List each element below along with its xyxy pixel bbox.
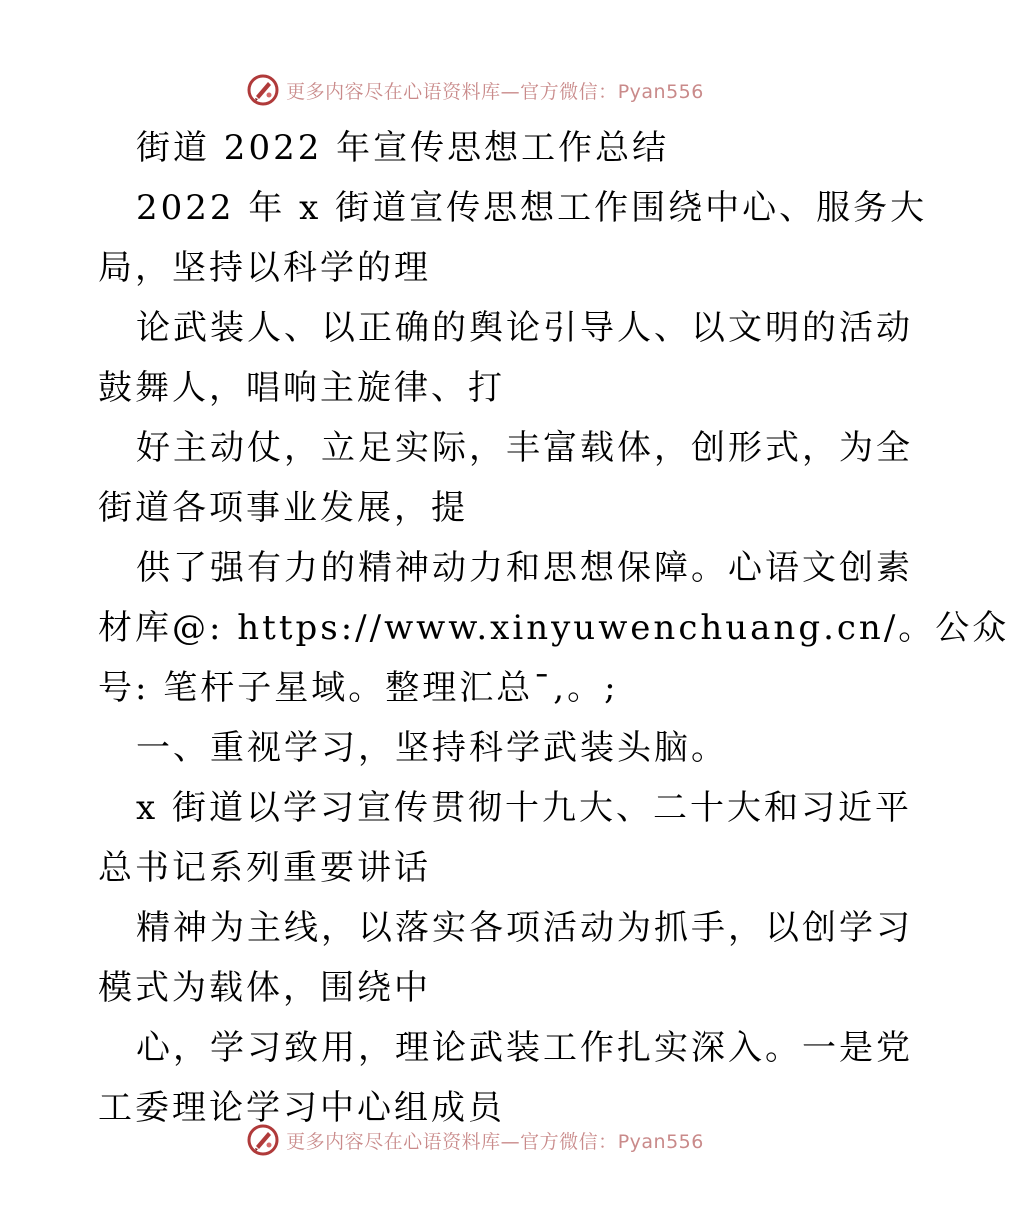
document-body	[98, 118, 1009, 1138]
document-line: x 街道以学习宣传贯彻十九大、二十大和习近平	[136, 788, 912, 828]
watermark-dash: —	[500, 80, 521, 103]
watermark-wechat-id: Pyan556	[617, 80, 704, 103]
watermark-wechat-id: Pyan556	[617, 1130, 704, 1153]
document-line: 供了强有力的精神动力和思想保障。心语文创素	[136, 548, 913, 588]
document-line: 论武装人、以正确的舆论引导人、以文明的活动	[136, 308, 913, 348]
document-line: 心，学习致用，理论武装工作扎实深入。一是党	[136, 1028, 913, 1068]
document-line: 模式为载体，围绕中	[98, 968, 431, 1008]
document-line: 工委理论学习中心组成员	[98, 1088, 505, 1128]
document-line: 好主动仗，立足实际，丰富载体，创形式，为全	[136, 428, 913, 468]
watermark-main-text: 更多内容尽在心语资料库	[286, 80, 501, 103]
document-line: 材库@: https://www.xinyuwenchuang.cn/。公众	[98, 608, 1009, 648]
watermark-label: 官方微信：	[520, 80, 618, 103]
document-line: 局，坚持以科学的理	[98, 248, 431, 288]
logo-icon	[246, 1123, 280, 1157]
document-title: 街道 2022 年宣传思想工作总结	[136, 128, 670, 168]
watermark-main-text: 更多内容尽在心语资料库	[286, 1130, 501, 1153]
watermark-dash: —	[500, 1130, 521, 1153]
section-heading: 一、重视学习，坚持科学武装头脑。	[136, 728, 728, 768]
watermark-header	[0, 70, 950, 110]
document-line: 街道各项事业发展，提	[98, 488, 468, 528]
watermark-footer	[0, 1120, 950, 1160]
document-line: 号: 笔杆子星域。整理汇总¯,。;	[98, 668, 619, 708]
document-line: 2022 年 x 街道宣传思想工作围绕中心、服务大	[136, 188, 928, 228]
document-line: 鼓舞人，唱响主旋律、打	[98, 368, 505, 408]
document-line: 精神为主线，以落实各项活动为抓手，以创学习	[136, 908, 913, 948]
watermark-label: 官方微信：	[520, 1130, 618, 1153]
logo-icon	[246, 73, 280, 107]
document-line: 总书记系列重要讲话	[98, 848, 431, 888]
